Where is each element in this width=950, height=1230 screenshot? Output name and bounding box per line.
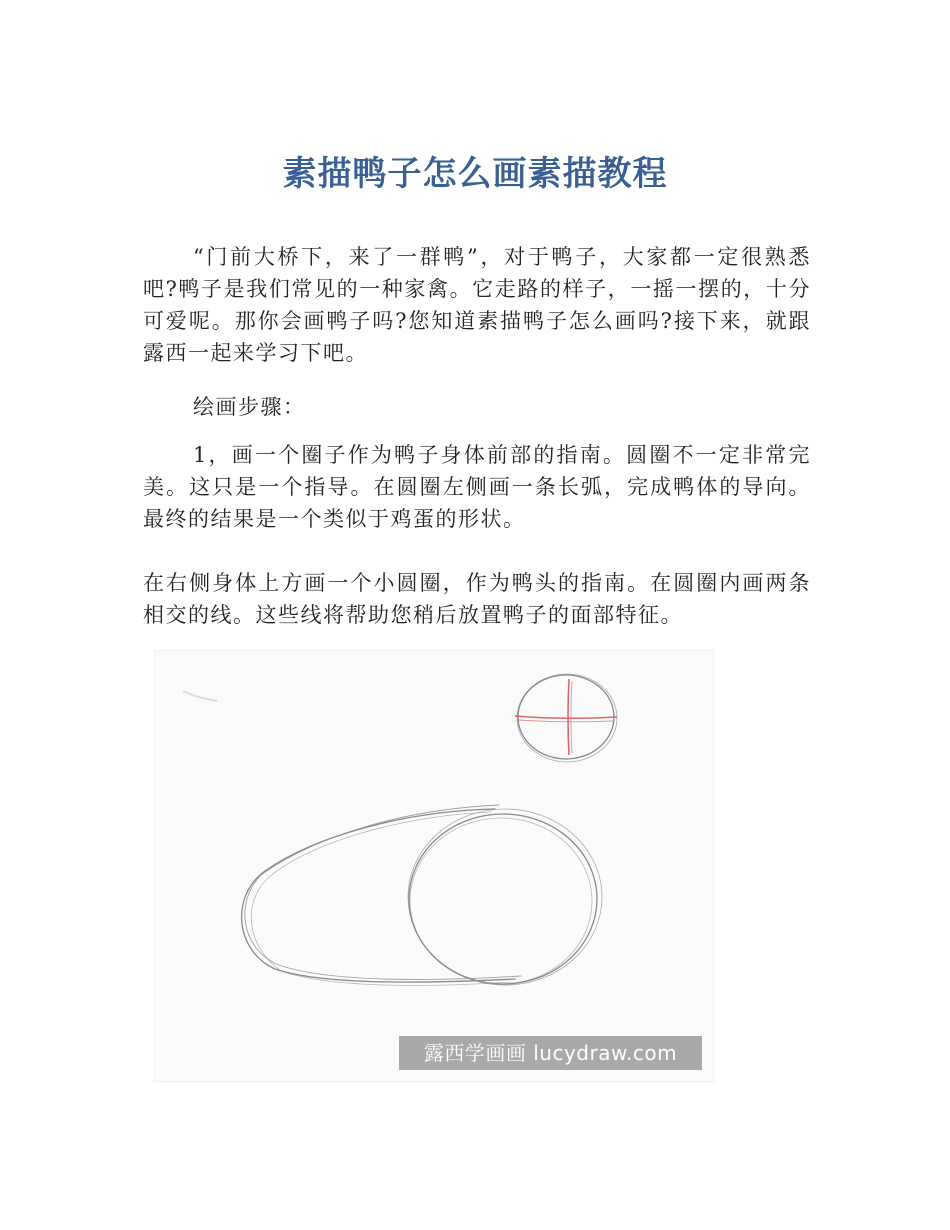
pencil-smudge — [183, 691, 217, 701]
steps-heading: 绘画步骤： — [193, 395, 306, 419]
step-1-continued-paragraph: 在右侧身体上方画一个小圆圈，作为鸭头的指南。在圆圈内画两条相交的线。这些线将帮助您稍后放置鸭子的面部特征。 — [143, 571, 811, 627]
head-cross-guide-lines — [515, 679, 617, 755]
intro-paragraph: “门前大桥下，来了一群鸭”，对于鸭子，大家都一定很熟悉吧?鸭子是我们常见的一种家禽。它走路的样子，一摇一摆的，十分可爱呢。那你会画鸭子吗?您知道素描鸭子怎么画吗?接下来，就跟露西一起来学习下吧。 — [143, 245, 811, 365]
duck-sketch-illustration — [154, 650, 714, 1082]
body-front-circle — [408, 809, 602, 985]
duck-sketch-drawing — [155, 651, 713, 1081]
step-1-paragraph: 1，画一个圈子作为鸭子身体前部的指南。圆圈不一定非常完美。这只是一个指导。在圆圈左侧画一条长弧，完成鸭体的导向。最终的结果是一个类似于鸡蛋的形状。 — [143, 443, 811, 531]
page-title: 素描鸭子怎么画素描教程 — [282, 154, 668, 194]
body-egg-guide — [242, 805, 521, 985]
image-watermark: 露西学画画 lucydraw.com — [399, 1036, 702, 1070]
